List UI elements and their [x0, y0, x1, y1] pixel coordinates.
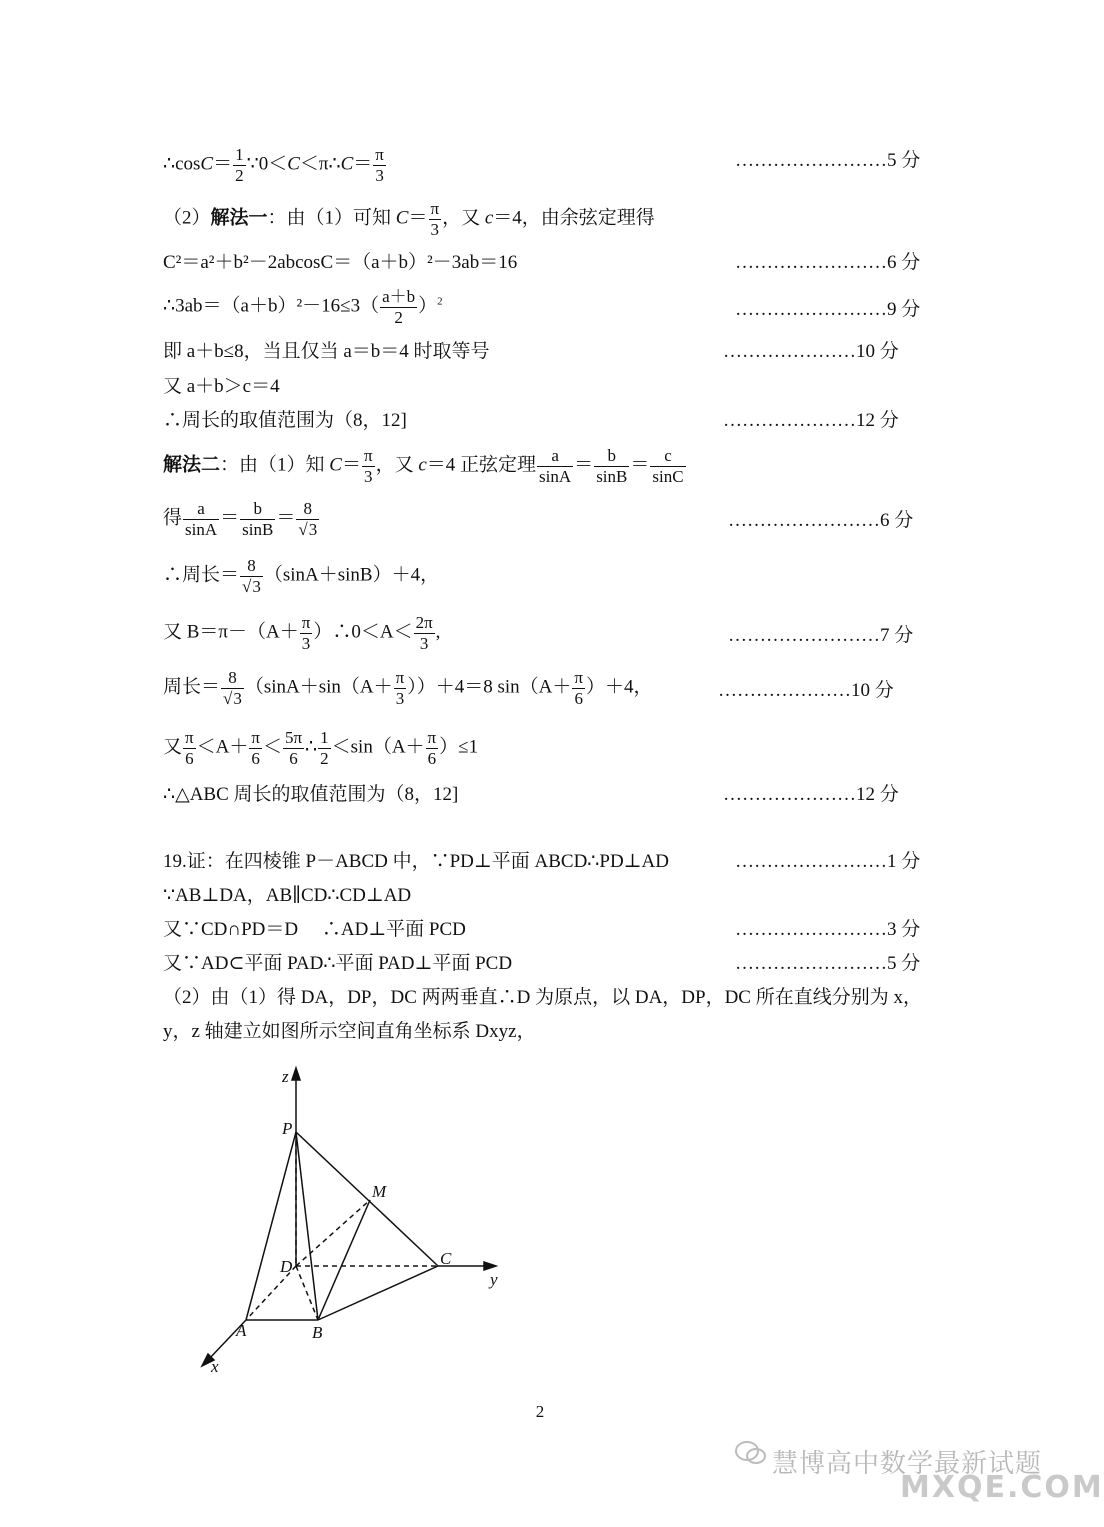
line-inequality: ∴3ab＝（a＋b）²－16≤3（ $\frac{a+b}{2}$ ）$^2$: [163, 287, 443, 327]
score-6b: ……………………6 分: [728, 510, 914, 531]
score-12b: …………………12 分: [723, 784, 899, 805]
label-x: x: [211, 1357, 219, 1376]
y-arrow: [484, 1262, 496, 1270]
score-5b: ……………………5 分: [735, 953, 921, 974]
line-angle-B: 又 B＝π－（A＋ $\frac{\pi}{3}$ ）∴0＜A＜ $\frac{2\pi}{3}$ ,: [163, 613, 441, 653]
edge-PC: [296, 1132, 438, 1266]
label-y: y: [490, 1270, 498, 1289]
watermark-text: 慧博高中数学最新试题: [772, 1449, 1043, 1479]
line-method-one: （2）解法一：由（1）可知 C＝ $\frac{\pi}{3}$ ，又 c＝4，由余弦定理得: [163, 199, 655, 239]
label-B: B: [312, 1323, 323, 1342]
fraction-half: $\frac{1}{2}$: [235, 145, 244, 185]
line-cosC: ∴cosC＝ $\frac{1}{2}$ ∵0＜C＜π∴C＝ $\frac{\pi}{3}$: [163, 145, 384, 185]
line-triangle-ineq: 又 a＋b＞c＝4: [163, 376, 280, 397]
score-3: ……………………3 分: [735, 919, 921, 940]
score-9: ……………………9 分: [735, 299, 921, 320]
label-A: A: [236, 1321, 247, 1340]
score-12: …………………12 分: [723, 410, 899, 431]
score-7: ……………………7 分: [728, 625, 914, 646]
line-equality: 即 a＋b≤8，当且仅当 a＝b＝4 时取等号: [163, 341, 490, 362]
edge-BC: [318, 1266, 438, 1320]
line-range-1: ∴周长的取值范围为（8，12]: [163, 410, 407, 431]
line-19-6: y，z 轴建立如图所示空间直角坐标系 Dxyz，: [163, 1021, 536, 1042]
line-19-1: 19.证：在四棱锥 P－ABCD 中，∵PD⊥平面 ABCD∴PD⊥AD: [163, 851, 669, 872]
edge-PA: [246, 1132, 296, 1320]
edge-BM: [318, 1200, 370, 1320]
label-P: P: [282, 1119, 293, 1138]
watermark-site: MXQE.COM: [900, 1470, 1104, 1505]
z-arrow: [292, 1068, 300, 1080]
score-5: ……………………5 分: [735, 150, 921, 171]
line-method-two: 解法二：由（1）知 C＝ $\frac{\pi}{3}$ ，又 c＝4 正弦定理 $\frac{a}{\sin A}$ ＝ $\frac{b}{\sin B}$ ＝ $\frac{c}{\sin C}$: [163, 446, 684, 486]
line-19-5: （2）由（1）得 DA，DP，DC 两两垂直∴D 为原点，以 DA，DP，DC 所在直线分别为 x，: [163, 987, 922, 1008]
pyramid-figure: [190, 1060, 520, 1380]
score-10: …………………10 分: [723, 341, 899, 362]
line-perimeter-2: 周长＝ $\frac{8}{√3}$ （sinA＋sin（A＋ $\frac{\pi}{3}$ ））＋4＝8 sin（A＋ $\frac{\pi}{6}$ ）＋4，: [163, 668, 653, 708]
score-6: ……………………6 分: [735, 252, 921, 273]
line-perimeter-1: ∴周长＝ $\frac{8}{√3}$ （sinA＋sinB）＋4，: [163, 556, 440, 596]
wechat-icon: [735, 1440, 767, 1466]
label-M: M: [372, 1182, 387, 1201]
label-C: C: [440, 1249, 452, 1268]
line-sine-ratio: 得 $\frac{a}{\sin A}$ ＝ $\frac{b}{\sin B}$ ＝ $\frac{8}{√3}$: [163, 499, 318, 539]
label-D: D: [280, 1257, 293, 1276]
score-1: ……………………1 分: [735, 851, 921, 872]
line-sin-range: 又 $\frac{\pi}{6}$ ＜A＋ $\frac{\pi}{6}$ ＜ $\frac{5\pi}{6}$ ∴ $\frac{1}{2}$ ＜sin（A＋ $\frac{\pi}{6}$ ）≤1: [163, 728, 479, 768]
line-19-2: ∵AB⊥DA，AB∥CD∴CD⊥AD: [163, 885, 412, 906]
line-19-3: 又∵CD∩PD＝D ∴AD⊥平面 PCD: [163, 919, 466, 940]
line-19-4: 又∵AD⊂平面 PAD∴平面 PAD⊥平面 PCD: [163, 953, 513, 974]
line-cosine-law: C²＝a²＋b²－2abcosC＝（a＋b）²－3ab＝16: [163, 252, 518, 273]
label-z: z: [282, 1067, 289, 1086]
line-range-2: ∴△ABC 周长的取值范围为（8，12]: [163, 784, 459, 805]
score-10b: …………………10 分: [718, 680, 894, 701]
page-number: 2: [535, 1402, 545, 1421]
